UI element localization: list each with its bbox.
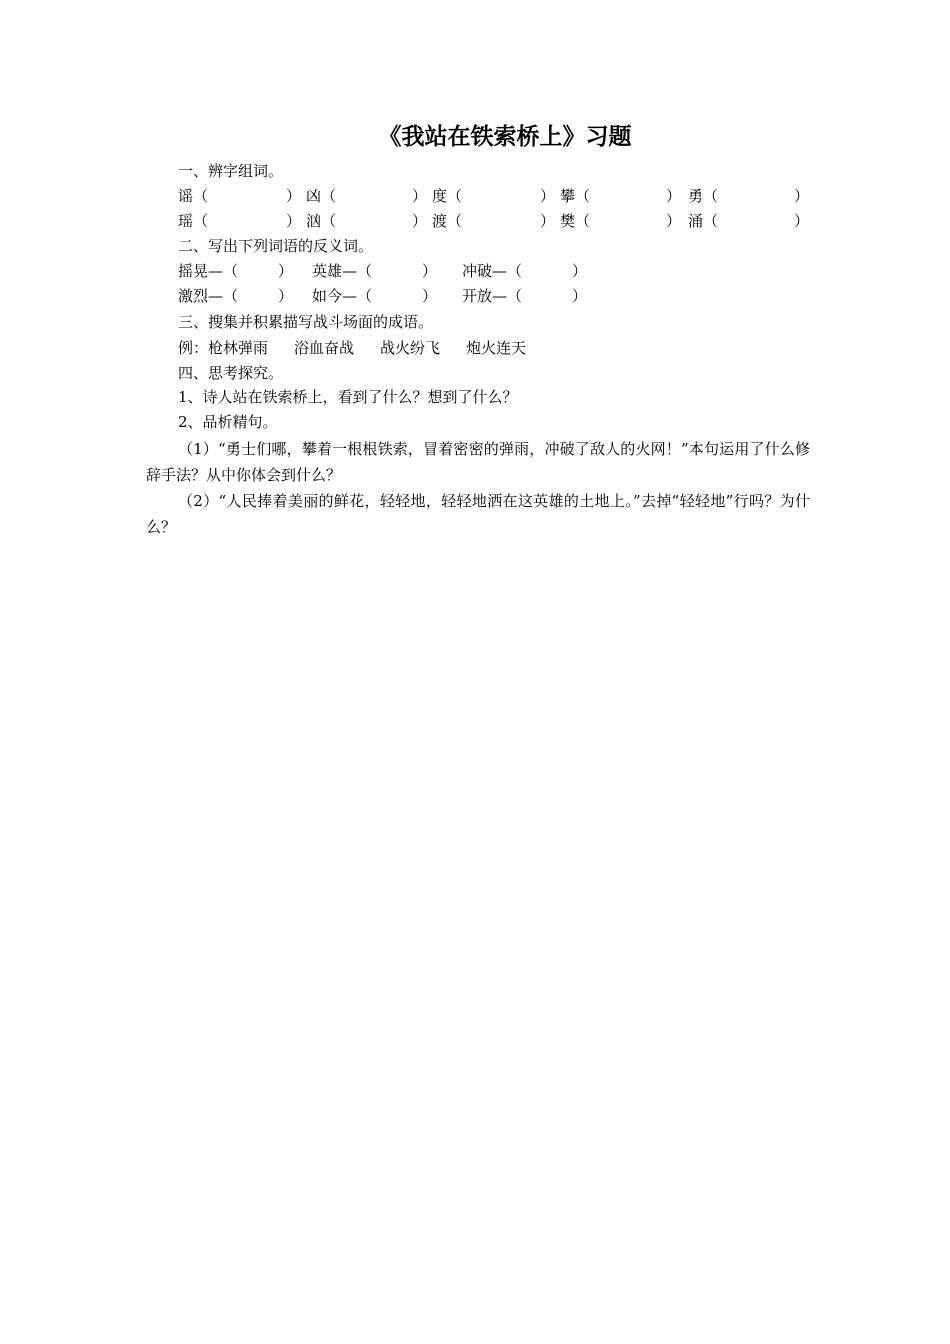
- word-char: 涌（: [688, 212, 719, 230]
- word-char: 汹（: [306, 212, 337, 230]
- word-blank: [560, 210, 682, 232]
- word-char: 渡（: [432, 212, 463, 230]
- antonym-blank: [312, 285, 438, 307]
- close-paren: ）: [666, 212, 682, 230]
- antonym-word: 摇晃—（: [178, 262, 239, 280]
- document-title: 《我站在铁索桥上》习题: [378, 123, 632, 150]
- idiom: 战火纷飞: [380, 339, 441, 357]
- close-paren: ）: [794, 187, 810, 205]
- close-paren: ）: [278, 262, 294, 280]
- section-4-heading: 四、思考探究。: [178, 364, 284, 382]
- idiom-examples: [178, 337, 552, 359]
- close-paren: ）: [286, 212, 302, 230]
- word-blank: [432, 185, 556, 207]
- antonym-blank: [178, 285, 294, 307]
- word-char: 度（: [432, 187, 463, 205]
- section-3-heading: 三、搜集并积累描写战斗场面的成语。: [178, 313, 434, 331]
- antonym-blank: [462, 260, 588, 282]
- section-2-heading: 二、写出下列词语的反义词。: [178, 237, 374, 255]
- idiom: 枪林弹雨: [208, 339, 269, 357]
- question-2-part-2: （2）“人民捧着美丽的鲜花，轻轻地，轻轻地洒在这英雄的土地上。”去掉“轻轻地”行吗？为什么？: [146, 492, 810, 536]
- section-1-heading: 一、辨字组词。: [178, 162, 284, 180]
- close-paren: ）: [572, 287, 588, 305]
- word-blank: [178, 185, 302, 207]
- close-paren: ）: [412, 212, 428, 230]
- word-blank: [178, 210, 302, 232]
- word-char: 凶（: [306, 187, 337, 205]
- close-paren: ）: [540, 212, 556, 230]
- antonym-word: 如今—（: [312, 287, 373, 305]
- word-char: 勇（: [688, 187, 719, 205]
- antonym-word: 英雄—（: [312, 262, 373, 280]
- word-char: 攀（: [560, 187, 591, 205]
- antonym-blank: [462, 285, 588, 307]
- word-char: 谣（: [178, 187, 209, 205]
- question-1: 1、诗人站在铁索桥上，看到了什么？想到了什么？: [178, 388, 518, 406]
- word-blank: [306, 210, 428, 232]
- close-paren: ）: [572, 262, 588, 280]
- word-blank: [688, 210, 810, 232]
- close-paren: ）: [666, 187, 682, 205]
- close-paren: ）: [278, 287, 294, 305]
- idiom: 浴血奋战: [294, 339, 355, 357]
- idiom: 炮火连天: [466, 339, 527, 357]
- antonym-blank: [178, 260, 294, 282]
- question-2: 2、品析精句。: [178, 413, 278, 431]
- close-paren: ）: [422, 262, 438, 280]
- word-blank: [432, 210, 556, 232]
- close-paren: ）: [794, 212, 810, 230]
- word-blank: [688, 185, 810, 207]
- antonym-word: 开放—（: [462, 287, 523, 305]
- word-char: 樊（: [560, 212, 591, 230]
- antonym-word: 激烈—（: [178, 287, 239, 305]
- antonym-blank: [312, 260, 438, 282]
- word-blank: [306, 185, 428, 207]
- antonym-word: 冲破—（: [462, 262, 523, 280]
- close-paren: ）: [412, 187, 428, 205]
- word-blank: [560, 185, 682, 207]
- example-prefix: 例：: [178, 339, 209, 357]
- word-char: 瑶（: [178, 212, 209, 230]
- close-paren: ）: [540, 187, 556, 205]
- close-paren: ）: [422, 287, 438, 305]
- question-2-part-1: （1）“勇士们哪，攀着一根根铁索，冒着密密的弹雨，冲破了敌人的火网！”本句运用了什么修辞手法？从中你体会到什么？: [146, 440, 810, 484]
- close-paren: ）: [286, 187, 302, 205]
